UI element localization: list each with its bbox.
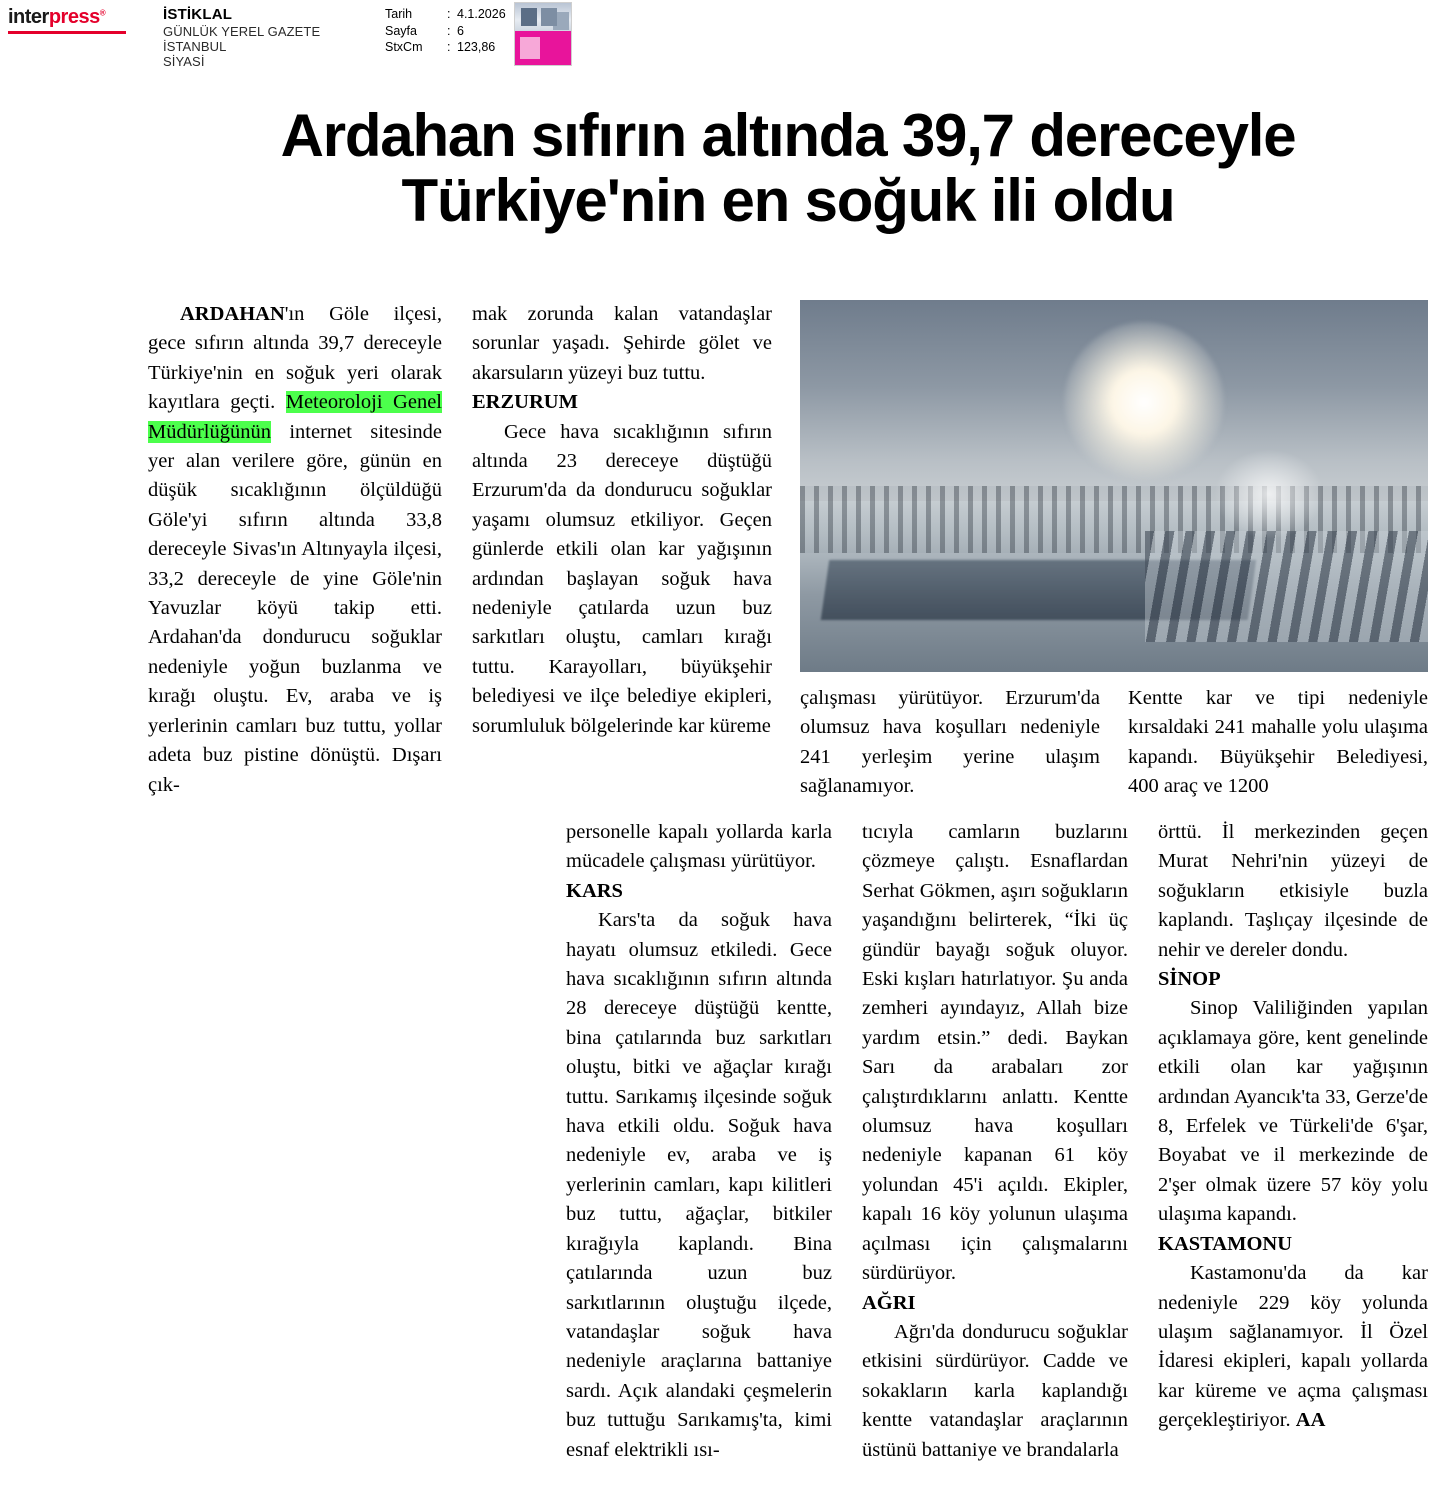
paragraph: Kars'ta da soğuk hava hayatı olumsuz etkiledi. Gece hava sıcaklığının sıfırın altında 28 dereceye düştüğü kentte, bina çatılarında buz sarkıtları oluştu, bitki ve ağaçlar kırağı tuttu. Sarıkamış ilçesinde soğuk hava etkili oldu. Soğuk hava nedeniyle ev, araba ve iş yerlerinin camları, kapı kilitleri buz tuttu, ağaçlar, bitkiler kırağıyla kaplandı. Bina çatılarında uzun buz sarkıtlarının oluştuğu ilçede, vatandaşlar soğuk hava nedeniyle araçlarına battaniye sardı. Açık alandaki çeşmelerin buz tuttuğu Sarıkamış'ta, kimi esnaf elektrikli ısı- (566, 909, 832, 1461)
article-column-4 (1128, 684, 1428, 802)
paragraph: tıcıyla camların buzlarını çözmeye çalıştı. Esnaflardan Serhat Gökmen, aşırı soğukların yaşandığını belirterek, “İki üç gündür bayağı soğuk oluyor. Eski kışları hatırlatıyor. Şu anda zemheri ayındayız, Allah bize yardım etsin.” dedi. Baykan Sarı da arabaları zor çalıştırdıklarını anlattı. Kentte olumsuz hava koşulları nedeniyle kapanan 61 köy yolundan 45'i açıldı. Ekipler, kapalı 16 köy yolunun ulaşıma açılması için çalışmalarını sürdürüyor. (862, 821, 1128, 1285)
meta-value-date: 4.1.2026 (457, 7, 506, 21)
clipping-metadata (385, 6, 506, 56)
meta-label-page: Sayfa (385, 23, 417, 38)
photo-sun (1064, 322, 1224, 482)
news-photo (800, 300, 1428, 672)
headline-line-1: Ardahan sıfırın altında 39,7 dereceyle (280, 102, 1296, 169)
paragraph: mak zorunda kalan vatandaşlar sorunlar yaşadı. Şehirde gölet ve akarsuların yüzeyi buz tuttu. (472, 303, 772, 384)
page-thumbnail[interactable] (514, 2, 572, 66)
article-column-1 (148, 300, 442, 800)
logo-text-inter: inter (8, 6, 49, 28)
article-lead-city: ARDAHAN (180, 303, 285, 325)
article-column-7 (1158, 818, 1428, 1436)
photo-rooftops (1145, 531, 1428, 643)
meta-label-date: Tarih (385, 7, 413, 21)
photo-chimney-smoke (1214, 449, 1324, 539)
paragraph: personelle kapalı yollarda karla mücadele çalışması yürütüyor. (566, 821, 832, 873)
paragraph-text: Kastamonu'da da kar nedeniyle 229 köy yolunda ulaşım sağlanamıyor. İl Özel İdaresi ekipleri, kapalı yollarda kar küreme ve açma çalışması gerçekleştiriyor. (1158, 1262, 1428, 1432)
paragraph: çalışması yürütüyor. Erzurum'da olumsuz hava koşulları nedeniyle 241 yerleşim yerine ulaşım sağlanamıyor. (800, 687, 1100, 798)
paragraph: Ağrı'da dondurucu soğuklar etkisini sürdürüyor. Cadde ve sokakların karla kaplandığı kentte vatandaşlar araçlarının üstünü battaniye ve brandalarla (862, 1320, 1128, 1461)
paragraph: Sinop Valiliğinden yapılan açıklamaya göre, kent genelinde etkili olan kar yağışının ardından Ayancık'ta 33, Gerze'de 8, Erfelek ve Türkeli'de 6'şar, Boyabat ve il merkezinde de 2'şer olmak üzere 57 köy yolu ulaşıma kapandı. (1158, 997, 1428, 1226)
section-heading-kars: KARS (566, 879, 623, 902)
section-heading-erzurum: ERZURUM (472, 391, 578, 414)
registered-mark: ® (99, 8, 106, 18)
meta-row-date: Tarih : 4.1.2026 (385, 7, 506, 21)
article-column-5 (566, 818, 832, 1465)
section-heading-agri: AĞRI (862, 1291, 916, 1314)
thumbnail-bottom-half (515, 31, 571, 65)
meta-label-stxcm: StxCm (385, 40, 423, 55)
paragraph-text-before-highlight: 'ın Göle ilçesi, gece sıfırın altında 39,7 dereceyle Türkiye'nin en soğuk yeri olarak kayıtlara geçti. (148, 303, 442, 414)
publication-type: GÜNLÜK YEREL GAZETE (163, 23, 321, 39)
page-title (148, 104, 1428, 234)
headline-line-2: Türkiye'nin en soğuk ili oldu (401, 166, 1175, 234)
paragraph: Gece hava sıcaklığının sıfırın altında 23 dereceye düştüğü Erzurum'da da dondurucu soğuklar yaşamı olumsuz etkiliyor. Geçen günlerde etkili olan kar yağışının ardından başlayan soğuk hava nedeniyle çatılarda uzun buz sarkıtları oluştu, camları kırağı tuttu. Karayolları, büyükşehir belediyesi ve ilçe belediye ekipleri, sorumluluk bölgelerinde kar küreme (472, 420, 772, 737)
publication-city: İSTANBUL (163, 39, 227, 55)
logo-text-press: press (48, 6, 100, 28)
meta-value-page: 6 (457, 23, 464, 38)
highlighted-text: Meteoroloji Genel Müdürlüğünün (148, 391, 442, 443)
article-column-3 (800, 684, 1100, 802)
paragraph (1158, 1259, 1428, 1435)
section-heading-kastamonu: KASTAMONU (1158, 1232, 1293, 1255)
paragraph: örttü. İl merkezinden geçen Murat Nehri'nin yüzeyi de soğukların etkisiyle buzla kaplandı. Taşlıçay ilçesinde de nehir ve dereler dondu. (1158, 821, 1428, 961)
paragraph: Kentte kar ve tipi nedeniyle kırsaldaki 241 mahalle yolu ulaşıma kapandı. Büyükşehir Belediyesi, 400 araç ve 1200 (1128, 687, 1428, 798)
interpress-logo (8, 6, 128, 30)
publication-category: SİYASİ (163, 54, 205, 70)
section-heading-sinop: SİNOP (1158, 968, 1221, 991)
news-agency-credit: AA (1295, 1409, 1326, 1432)
publication-info (163, 6, 320, 70)
meta-row-page: Sayfa : 6 (385, 23, 464, 38)
paragraph-text-after-highlight: internet sitesinde yer alan verilere göre, günün en düşük sıcaklığının ölçüldüğü Göle'yi sıfırın altında 33,8 dereceyle Sivas'ın Altınyayla ilçesi, 33,2 dereceyle de yine Göle'nin Yavuzlar köyü takip etti. Ardahan'da dondurucu soğuklar nedeniyle yoğun buzlanma ve kırağı oluştu. Ev, araba ve iş yerlerinin camları buz tuttu, yollar adeta buz pistine dönüştü. Dışarı çık- (148, 420, 442, 796)
article-column-2 (472, 300, 772, 741)
publication-name: İSTİKLAL (163, 6, 233, 23)
meta-value-stxcm: 123,86 (457, 40, 496, 55)
logo-underline (8, 31, 126, 34)
masthead (0, 0, 1445, 72)
meta-row-stxcm: StxCm : 123,86 (385, 40, 496, 55)
article-column-6 (862, 818, 1128, 1465)
thumbnail-top-half (515, 3, 571, 31)
paragraph (148, 300, 442, 800)
